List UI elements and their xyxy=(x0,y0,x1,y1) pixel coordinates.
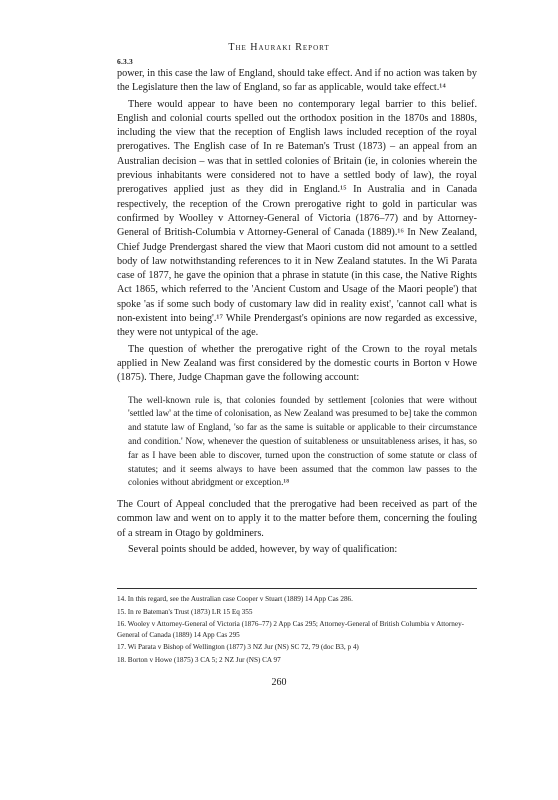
footnote-divider xyxy=(117,588,477,589)
footnote: 15. In re Bateman's Trust (1873) LR 15 Eq 355 xyxy=(117,607,253,616)
paragraph: The Court of Appeal concluded that the prerogative had been received as part of the common law and went on to apply it to the matter before them, concerning the fouling of a stream in Otago by goldminers. xyxy=(117,499,477,539)
footnote: 16. Wooley v Attorney-General of Victoria (1876–77) 2 App Cas 295; Attorney-General of British Columbia v Attorney-General of Canada (1889) 14 App Cas 295 xyxy=(117,620,465,639)
body-text xyxy=(117,67,477,557)
paragraph: There would appear to have been no contemporary legal barrier to this belief. English and colonial courts spelled out the orthodox position in the 1870s and 1880s, including the view that the reception of English laws included reception of the royal prerogatives. The English case of In re Bateman's Trust (1873) – an appeal from an Australian decision – was that in settled colonies of Britain (ie, in colonies wherein the previous inhabitants were considered not to have a settled body of law), the royal prerogatives applied just as they did in England.¹⁵ In Australia and in Canada respectively, the reception of the Crown prerogative right to gold in particular was confirmed by Woolley v Attorney-General of Victoria (1876–77) and by Attorney-General of British-Columbia v Attorney-General of Canada (1889).¹⁶ In New Zealand, Chief Judge Prendergast shared the view that Maori custom did not amount to a settled body of law notwithstanding references to it in New Zealand statutes. In the Wi Parata case of 1877, he gave the opinion that a phrase in statute (in this case, the Native Rights Act 1865, which referred to the 'Ancient Custom and Usage of the Maori people') that spoke 'as if some such body of customary law did in reality exist', 'cannot call what is non-existent into being'.¹⁷ While Prendergast's opinions are now regarded as excessive, they were not untypical of the age. xyxy=(117,98,477,339)
page-number: 260 xyxy=(271,677,287,688)
footnote: 17. Wi Parata v Bishop of Wellington (1877) 3 NZ Jur (NS) SC 72, 79 (doc B3, p 4) xyxy=(117,643,359,652)
paragraph: The question of whether the prerogative right of the Crown to the royal metals applied in New Zealand was first considered by the domestic courts in Borton v Howe (1875). There, Judge Chapman gave the following account: xyxy=(117,343,477,384)
paragraph: power, in this case the law of England, should take effect. And if no action was taken by the Legislature then the law of England, so far as applicable, would take effect.¹⁴ xyxy=(117,68,477,94)
block-quote: The well-known rule is, that colonies founded by settlement [colonies that were without 'settled law' at the time of colonisation, as New Zealand was presumed to be] take the common and statute law of England, 'so far as the same is suitable or applicable to their circumstance and condition.' Now, whenever the question of suitableness or unsuitableness arises, it has, so far as I have been able to discover, turned upon the construction of some statute or class of statutes; and it seems always to have been assumed that the common law passes to the colonies without abridgment or exception.¹⁸ xyxy=(128,394,477,488)
section-number: 6.3.3 xyxy=(117,57,133,66)
running-head: The Hauraki Report xyxy=(228,42,330,53)
footnote: 14. In this regard, see the Australian case Cooper v Stuart (1889) 14 App Cas 286. xyxy=(117,595,353,603)
footnote: 18. Borton v Howe (1875) 3 CA 5; 2 NZ Jur (NS) CA 97 xyxy=(117,655,281,664)
paragraph: Several points should be added, however, by way of qualification: xyxy=(128,544,398,555)
footnotes xyxy=(117,594,477,668)
